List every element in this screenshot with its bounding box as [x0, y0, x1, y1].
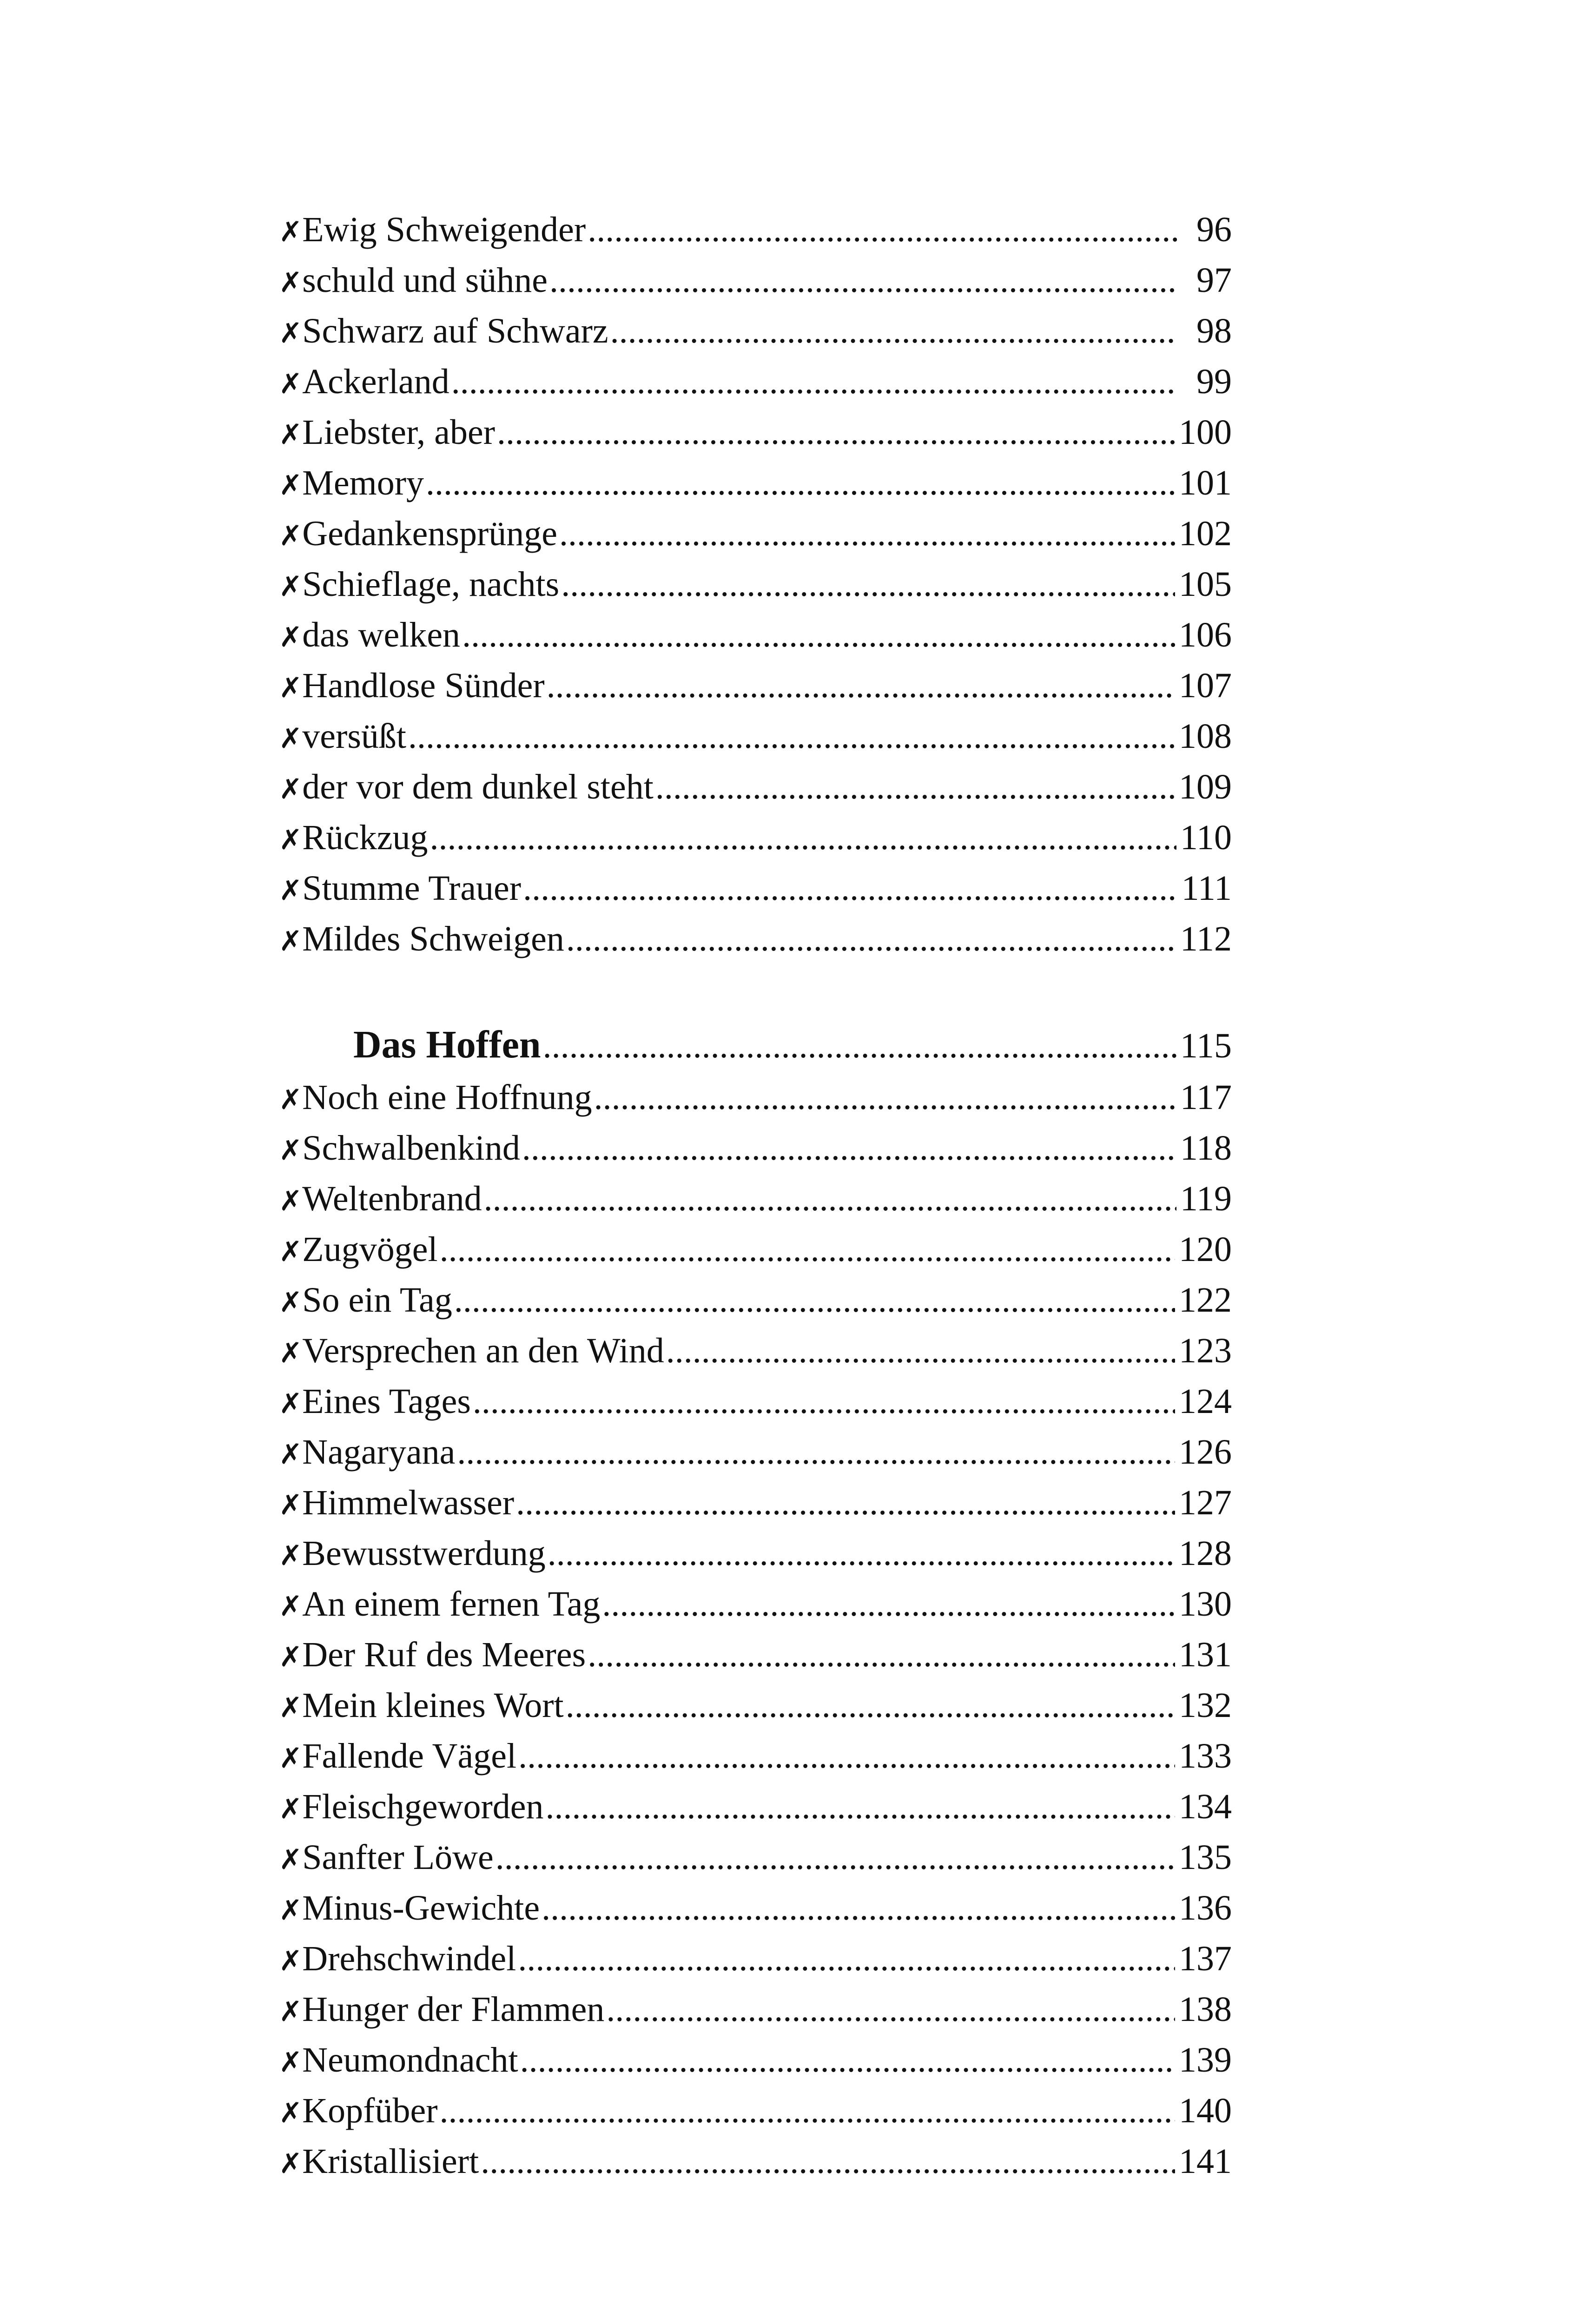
toc-entry-page: 133: [1179, 1736, 1232, 1776]
toc-entry-page: 127: [1179, 1483, 1232, 1522]
toc-entry-page: 138: [1179, 1990, 1232, 2029]
toc-entry: [279, 1934, 1232, 1984]
dot-leader: [543, 1018, 1176, 1073]
dot-leader: [520, 2035, 1175, 2086]
cross-mark-icon: ✗: [279, 317, 303, 350]
toc-entry-page: 140: [1179, 2091, 1232, 2130]
table-of-contents: [279, 205, 1232, 2187]
toc-entry-title: Hunger der Flammen: [302, 1990, 605, 2029]
toc-entry: [279, 1731, 1232, 1782]
cross-mark-icon: ✗: [279, 2097, 303, 2129]
cross-mark-icon: ✗: [279, 672, 303, 704]
toc-entry-title: Sanfter Löwe: [302, 1838, 494, 1877]
toc-entry-page: 130: [1179, 1585, 1232, 1624]
toc-entry: [279, 1478, 1232, 1528]
cross-mark-icon: ✗: [279, 1387, 303, 1420]
toc-entry-page: 101: [1179, 463, 1232, 502]
toc-entry: [279, 407, 1232, 458]
toc-entry-title: Rückzug: [302, 818, 428, 857]
toc-entry-title: Schwarz auf Schwarz: [302, 311, 608, 350]
cross-mark-icon: ✗: [279, 570, 303, 603]
toc-entry-page: 112: [1180, 919, 1232, 958]
cross-mark-icon: ✗: [279, 1438, 303, 1471]
toc-entry-page: 139: [1179, 2040, 1232, 2080]
toc-entry-page: 106: [1179, 615, 1232, 654]
toc-entry: [279, 357, 1232, 407]
toc-entry-title: Memory: [302, 463, 424, 502]
dot-leader: [451, 357, 1177, 407]
cross-mark-icon: ✗: [279, 1539, 303, 1572]
cross-mark-icon: ✗: [279, 1337, 303, 1369]
toc-entry: [279, 255, 1232, 306]
cross-mark-icon: ✗: [279, 1691, 303, 1724]
cross-mark-icon: ✗: [279, 2147, 303, 2180]
toc-entry-title: Liebster, aber: [302, 413, 495, 452]
toc-entry-page: 136: [1179, 1888, 1232, 1928]
toc-entry-title: Drehschwindel: [302, 1939, 516, 1978]
cross-mark-icon: ✗: [279, 368, 303, 400]
toc-entry-page: 141: [1179, 2142, 1232, 2181]
toc-entry: [279, 660, 1232, 711]
dot-leader: [561, 559, 1175, 610]
dot-leader: [426, 458, 1175, 508]
toc-entry-title: versüßt: [302, 717, 407, 756]
cross-mark-icon: ✗: [279, 722, 303, 755]
toc-entry-page: 110: [1180, 818, 1232, 857]
toc-entry-title: Eines Tages: [302, 1382, 471, 1421]
toc-entry-title: Mildes Schweigen: [302, 919, 564, 958]
toc-entry-title: Mein kleines Wort: [302, 1686, 564, 1725]
toc-entry-page: 128: [1179, 1534, 1232, 1573]
toc-entry: [279, 1630, 1232, 1680]
dot-leader: [473, 1376, 1175, 1427]
toc-entry-title: Schieflage, nachts: [302, 565, 560, 604]
cross-mark-icon: ✗: [279, 1235, 303, 1268]
toc-entry-page: 131: [1179, 1635, 1232, 1674]
toc-entry-title: Nagaryana: [302, 1433, 456, 1472]
cross-mark-icon: ✗: [279, 520, 303, 552]
section-heading: [279, 1017, 1232, 1072]
toc-entry-title: So ein Tag: [302, 1281, 452, 1320]
toc-entry: [279, 1326, 1232, 1376]
cross-mark-icon: ✗: [279, 824, 303, 856]
cross-mark-icon: ✗: [279, 1590, 303, 1623]
toc-entry-page: 126: [1179, 1433, 1232, 1472]
toc-entry: [279, 508, 1232, 559]
toc-entry: [279, 1072, 1232, 1123]
toc-entry-page: 96: [1196, 210, 1232, 249]
toc-entry-title: Ewig Schweigender: [302, 210, 586, 249]
toc-entry-page: 118: [1180, 1129, 1232, 1168]
toc-entry: [279, 306, 1232, 357]
toc-entry: [279, 1883, 1232, 1934]
cross-mark-icon: ✗: [279, 925, 303, 957]
cross-mark-icon: ✗: [279, 1641, 303, 1673]
toc-entry: [279, 2136, 1232, 2187]
toc-entry-title: das welken: [302, 615, 461, 654]
toc-entry-page: 109: [1179, 767, 1232, 806]
toc-entry-title: schuld und sühne: [302, 261, 548, 300]
toc-entry-page: 107: [1179, 666, 1232, 705]
cross-mark-icon: ✗: [279, 469, 303, 502]
toc-entry-title: Der Ruf des Meeres: [302, 1635, 586, 1674]
dot-leader: [429, 812, 1176, 863]
toc-entry-page: 122: [1179, 1281, 1232, 1320]
toc-entry: [279, 1984, 1232, 2035]
dot-leader: [518, 1731, 1175, 1782]
cross-mark-icon: ✗: [279, 216, 303, 248]
cross-mark-icon: ✗: [279, 1843, 303, 1876]
dot-leader: [655, 762, 1175, 812]
dot-leader: [602, 1579, 1175, 1630]
cross-mark-icon: ✗: [279, 2046, 303, 2079]
toc-entry: [279, 711, 1232, 762]
toc-entry-page: 111: [1181, 869, 1232, 908]
toc-entry: [279, 2035, 1232, 2086]
dot-leader: [559, 508, 1175, 559]
toc-entry: [279, 559, 1232, 610]
dot-leader: [594, 1072, 1176, 1123]
dot-leader: [522, 1123, 1176, 1174]
toc-entry-page: 123: [1179, 1331, 1232, 1370]
toc-entry: [279, 205, 1232, 255]
cross-mark-icon: ✗: [279, 1742, 303, 1775]
dot-leader: [588, 205, 1177, 255]
toc-entry-page: 124: [1179, 1382, 1232, 1421]
cross-mark-icon: ✗: [279, 1286, 303, 1319]
dot-leader: [516, 1478, 1175, 1528]
toc-entry-page: 108: [1179, 717, 1232, 756]
toc-entry: [279, 458, 1232, 508]
cross-mark-icon: ✗: [279, 1995, 303, 2028]
toc-entry-page: 119: [1180, 1179, 1232, 1218]
toc-entry: [279, 1376, 1232, 1427]
dot-leader: [542, 1883, 1175, 1934]
toc-entry: [279, 1123, 1232, 1174]
toc-entry-page: 100: [1179, 413, 1232, 452]
toc-entry-title: Versprechen an den Wind: [302, 1331, 664, 1370]
toc-entry-title: Bewusstwerdung: [302, 1534, 546, 1573]
toc-entry-title: Gedankensprünge: [302, 514, 557, 553]
toc-group-2: [279, 1072, 1232, 2187]
dot-leader: [408, 711, 1175, 762]
toc-entry: [279, 1528, 1232, 1579]
toc-entry: [279, 914, 1232, 964]
dot-leader: [481, 2136, 1175, 2187]
dot-leader: [610, 306, 1177, 357]
dot-leader: [606, 1984, 1175, 2035]
toc-entry: [279, 1174, 1232, 1224]
toc-entry-page: 135: [1179, 1838, 1232, 1877]
toc-entry-title: Weltenbrand: [302, 1179, 482, 1218]
toc-entry-page: 117: [1180, 1078, 1232, 1117]
toc-entry-title: Schwalbenkind: [302, 1129, 520, 1168]
cross-mark-icon: ✗: [279, 1185, 303, 1217]
dot-leader: [549, 255, 1177, 306]
toc-entry: [279, 812, 1232, 863]
dot-leader: [548, 1528, 1175, 1579]
dot-leader: [484, 1174, 1176, 1224]
toc-entry: [279, 1680, 1232, 1731]
dot-leader: [457, 1427, 1175, 1478]
cross-mark-icon: ✗: [279, 874, 303, 907]
toc-entry-title: Fleischgeworden: [302, 1787, 544, 1826]
toc-entry: [279, 1832, 1232, 1883]
toc-entry-title: Kopfüber: [302, 2091, 438, 2130]
dot-leader: [462, 610, 1175, 660]
cross-mark-icon: ✗: [279, 1083, 303, 1116]
toc-entry-page: 132: [1179, 1686, 1232, 1725]
section-spacer: [279, 964, 1232, 1017]
dot-leader: [566, 1680, 1175, 1731]
cross-mark-icon: ✗: [279, 266, 303, 299]
toc-entry-page: 137: [1179, 1939, 1232, 1978]
toc-entry: [279, 610, 1232, 660]
toc-entry-title: Neumondnacht: [302, 2040, 518, 2080]
dot-leader: [440, 2086, 1175, 2136]
dot-leader: [440, 1224, 1175, 1275]
dot-leader: [566, 914, 1176, 964]
dot-leader: [523, 863, 1177, 914]
toc-entry-title: Handlose Sünder: [302, 666, 545, 705]
section-heading-title: Das Hoffen: [353, 1023, 541, 1066]
dot-leader: [497, 407, 1175, 458]
toc-entry: [279, 1427, 1232, 1478]
toc-entry: [279, 1224, 1232, 1275]
dot-leader: [588, 1630, 1175, 1680]
dot-leader: [666, 1326, 1175, 1376]
toc-group-1: [279, 205, 1232, 964]
toc-entry-page: 120: [1179, 1230, 1232, 1269]
toc-entry-title: Minus-Gewichte: [302, 1888, 540, 1928]
toc-entry-page: 105: [1179, 565, 1232, 604]
toc-entry-title: An einem fernen Tag: [302, 1585, 601, 1624]
dot-leader: [495, 1832, 1175, 1883]
dot-leader: [547, 660, 1175, 711]
toc-entry-page: 102: [1179, 514, 1232, 553]
toc-entry-page: 97: [1196, 261, 1232, 300]
cross-mark-icon: ✗: [279, 621, 303, 654]
toc-entry-title: Himmelwasser: [302, 1483, 515, 1522]
toc-entry: [279, 1782, 1232, 1832]
cross-mark-icon: ✗: [279, 1489, 303, 1521]
toc-entry-title: Ackerland: [302, 362, 449, 401]
toc-entry-page: 98: [1196, 311, 1232, 350]
toc-entry-title: Kristallisiert: [302, 2142, 479, 2181]
toc-entry-page: 99: [1196, 362, 1232, 401]
toc-entry-title: der vor dem dunkel steht: [302, 767, 654, 806]
toc-entry-title: Stumme Trauer: [302, 869, 522, 908]
dot-leader: [454, 1275, 1175, 1326]
cross-mark-icon: ✗: [279, 1793, 303, 1825]
section-heading-page: 115: [1180, 1026, 1232, 1065]
dot-leader: [545, 1782, 1175, 1832]
toc-entry-page: 134: [1179, 1787, 1232, 1826]
cross-mark-icon: ✗: [279, 773, 303, 805]
cross-mark-icon: ✗: [279, 1134, 303, 1167]
cross-mark-icon: ✗: [279, 418, 303, 451]
cross-mark-icon: ✗: [279, 1945, 303, 1977]
dot-leader: [518, 1934, 1175, 1984]
toc-entry-title: Zugvögel: [302, 1230, 438, 1269]
toc-entry-title: Noch eine Hoffnung: [302, 1078, 592, 1117]
toc-entry: [279, 863, 1232, 914]
cross-mark-icon: ✗: [279, 1894, 303, 1927]
toc-entry: [279, 1579, 1232, 1630]
toc-entry-title: Fallende Vägel: [302, 1736, 517, 1776]
toc-entry: [279, 2086, 1232, 2136]
toc-entry: [279, 762, 1232, 812]
toc-entry: [279, 1275, 1232, 1326]
